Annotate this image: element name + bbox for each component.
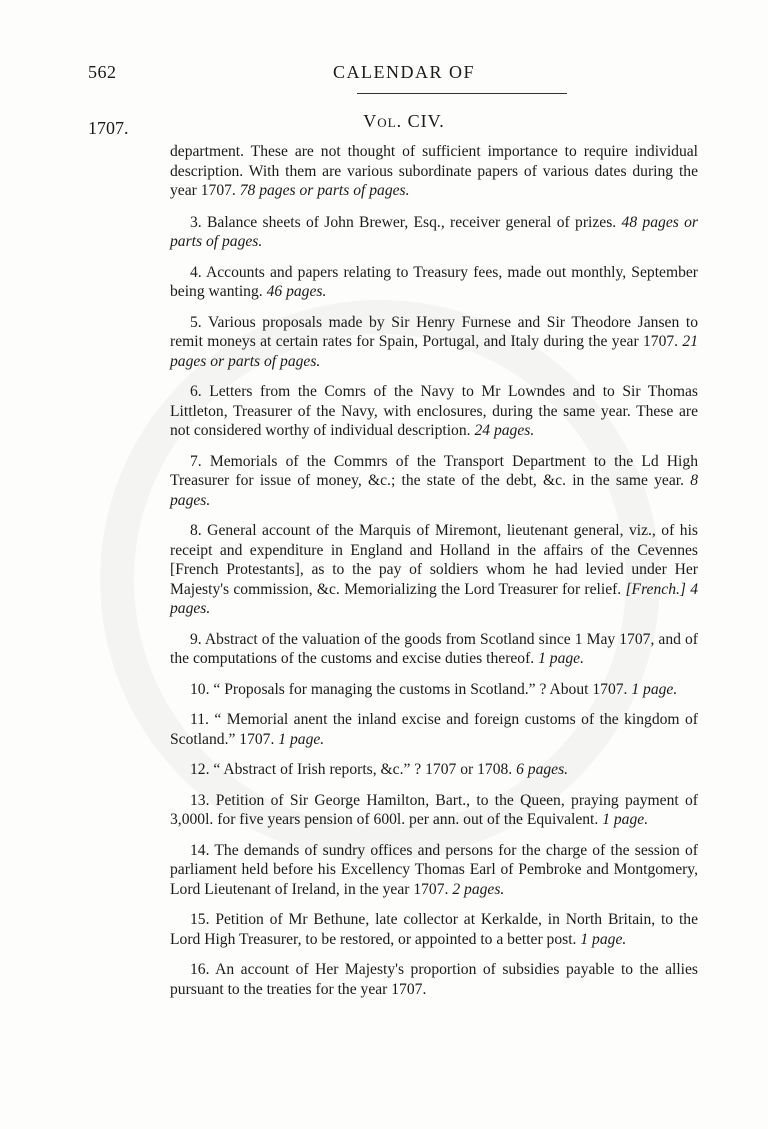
entry-11: 11. “ Memorial anent the inland excise and foreign customs of the kingdom of Scotland.” 1707. 1 page.	[170, 711, 698, 748]
entry-13: 13. Petition of Sir George Hamilton, Bart., to the Queen, praying payment of 3,000l. for five years pension of 600l. per ann. out of the Equivalent. 1 page.	[170, 791, 698, 828]
margin-year: 1707.	[88, 118, 129, 138]
entry-15: 15. Petition of Mr Bethune, late collector at Kerkalde, in North Britain, to the Lord High Treasurer, to be restored, or appointed to a better post. 1 page.	[170, 911, 698, 948]
entry-8: 8. General account of the Marquis of Miremont, lieutenant general, viz., of his receipt and expenditure in England and Holland in the affairs of the Cevennes [French Protestants], as to the pay of soldiers whom he had levied under Her Majesty's commission, &c. Memorializing the Lord Treasurer for relief. [French.] 4 pages.	[170, 522, 698, 617]
page-number: 562	[88, 62, 117, 82]
volume-label: Vol. CIV.	[363, 111, 445, 131]
entry-4: 4. Accounts and papers relating to Treasury fees, made out monthly, September being wanting. 46 pages.	[170, 263, 698, 300]
entry-7: 7. Memorials of the Commrs of the Transport Department to the Ld High Treasurer for issue of money, &c.; the state of the debt, &c. in the same year. 8 pages.	[170, 452, 698, 509]
entry-3: 3. Balance sheets of John Brewer, Esq., receiver general of prizes. 48 pages or parts of pages.	[170, 213, 698, 250]
entry-10: 10. “ Proposals for managing the customs in Scotland.” ? About 1707. 1 page.	[190, 680, 678, 698]
entry-16: 16. An account of Her Majesty's proportion of subsidies payable to the allies pursuant to the treaties for the year 1707.	[170, 961, 698, 998]
entry-9: 9. Abstract of the valuation of the goods from Scotland since 1 May 1707, and of the computations of the customs and excise duties thereof. 1 page.	[170, 630, 698, 667]
entry-6: 6. Letters from the Comrs of the Navy to Mr Lowndes and to Sir Thomas Littleton, Treasurer of the Navy, with enclosures, during the same year. These are not considered worthy of individual description. 24 pages.	[170, 383, 698, 439]
header-rule	[357, 93, 567, 94]
volume-heading	[0, 111, 768, 132]
entry-14: 14. The demands of sundry offices and persons for the charge of the session of parliament held before his Excellency Thomas Earl of Pembroke and Montgomery, Lord Lieutenant of Ireland, in the year 1707. 2 pages.	[170, 841, 698, 898]
entry-12: 12. “ Abstract of Irish reports, &c.” ? 1707 or 1708. 6 pages.	[190, 761, 569, 778]
entry-5: 5. Various proposals made by Sir Henry Furnese and Sir Theodore Jansen to remit moneys at certain rates for Spain, Portugal, and Italy during the year 1707. 21 pages or parts of pages.	[170, 313, 698, 370]
running-title: CALENDAR OF	[332, 62, 475, 82]
calendar-body	[170, 142, 698, 1010]
paragraph-continued: department. These are not thought of sufficient importance to require individual description. With them are various subordinate papers of various dates during the year 1707. 78 pages or parts of pages.	[170, 143, 698, 199]
